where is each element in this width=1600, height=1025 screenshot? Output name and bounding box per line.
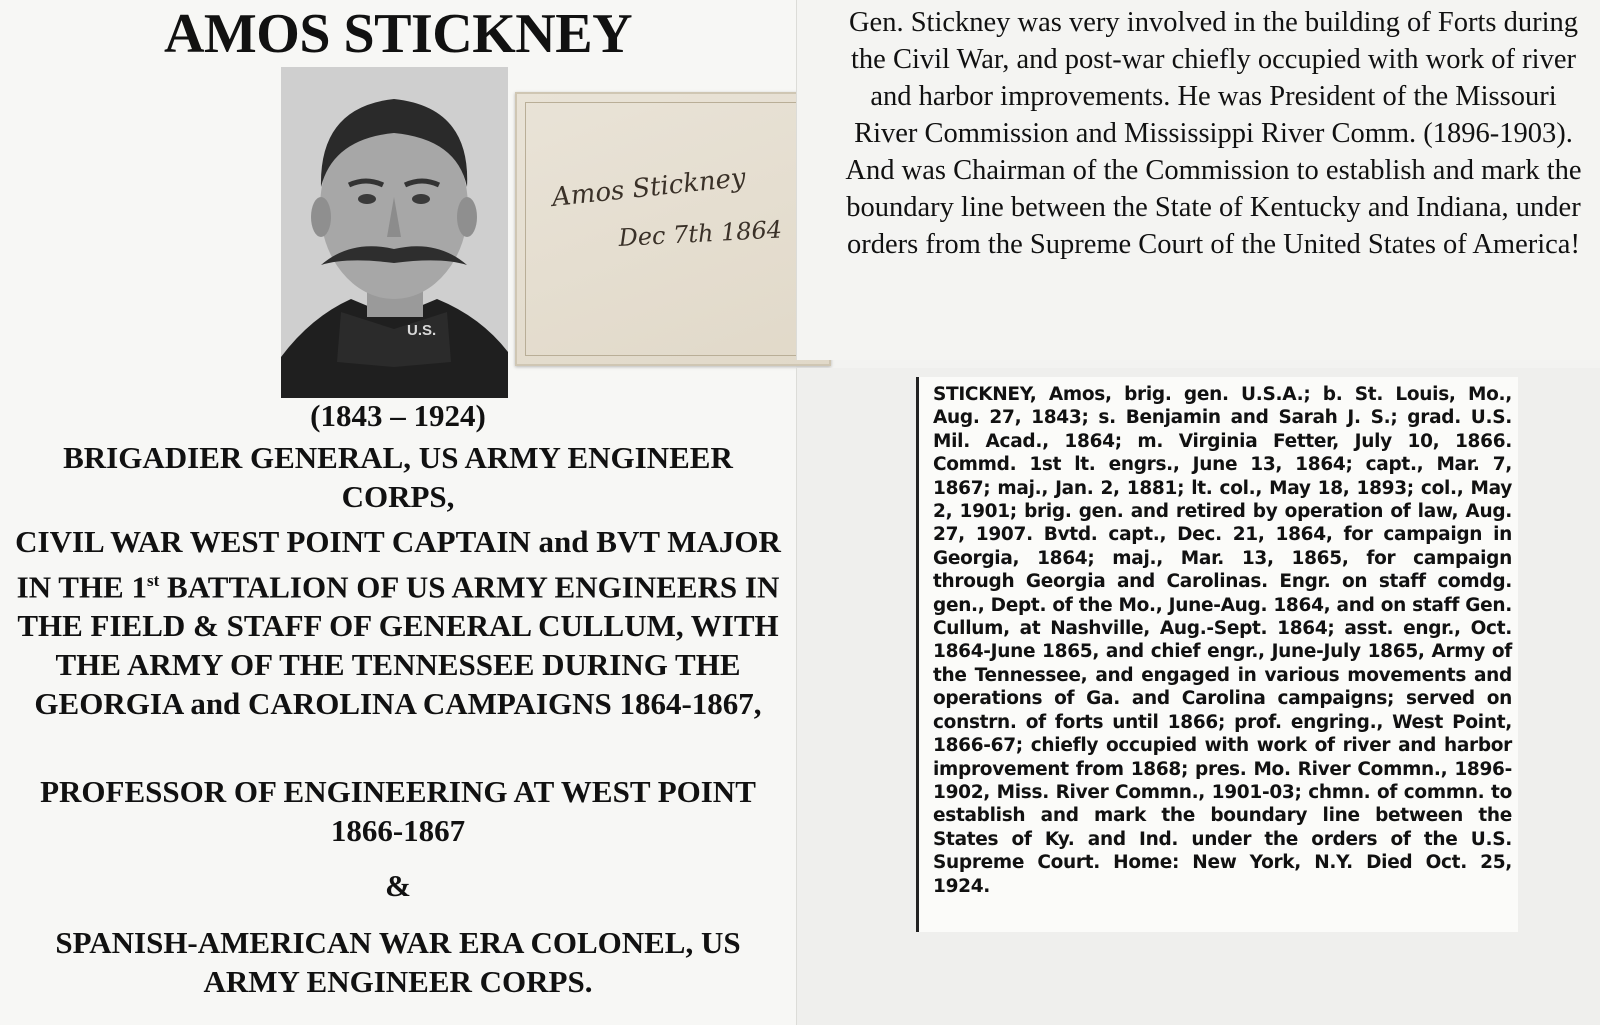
rank-title: BRIGADIER GENERAL, US ARMY ENGINEER CORPS, bbox=[63, 440, 733, 514]
spanish-american-war-title: SPANISH-AMERICAN WAR ERA COLONEL, US ARMY ENGINEER CORPS. bbox=[55, 925, 741, 999]
autograph-card bbox=[515, 92, 831, 366]
life-dates: (1843 – 1924) bbox=[310, 398, 486, 433]
civil-war-service-text-b: BATTALION OF US ARMY ENGINEERS IN THE FIELD & STAFF OF GENERAL CULLUM, WITH THE ARMY OF THE TENNESSEE DURING THE GEORGIA and CAROLINA CAMPAIGNS 1864-1867, bbox=[17, 569, 780, 722]
signature bbox=[517, 94, 829, 364]
svg-text:U.S.: U.S. bbox=[407, 322, 437, 339]
civil-war-service bbox=[8, 522, 788, 723]
ampersand: & bbox=[385, 868, 411, 903]
signature-line-2: Dec 7th 1864 bbox=[617, 215, 783, 252]
professor-title: PROFESSOR OF ENGINEERING AT WEST POINT 1866-1867 bbox=[40, 774, 756, 848]
clipping-text bbox=[933, 383, 1512, 898]
clipping-body: brig. gen. U.S.A.; b. St. Louis, Mo., Aug. 27, 1843; s. Benjamin and Sarah J. S.; grad. U.S. Mil. Acad., 1864; m. Virginia Fetter, July 10, 1866. Commd. 1st lt. engrs., June 13, 1864; capt., Mar. 7, 1867; maj., Jan. 2, 1881; lt. col., May 18, 1893; col., May 2, 1901; brig. gen. and retired by operation of law, Aug. 27, 1907. Bvtd. capt., Dec. 21, 1864, for campaign in Georgia, 1864; maj., Mar. 13, 1865, for campaign through Georgia and Carolinas. Engr. on staff comdg. gen., Dept. of the Mo., June-Aug. 1864, and on staff Gen. Cullum, at Nashville, Aug.-Sept. 1864; asst. engr., Oct. 1864-June 1865, and chief engr., June-July 1865, Army of the Tennessee, and engaged in various movements and operations of Ga. and Carolina campaigns; served on constrn. of forts until 1866; prof. engring., West Point, 1866-67; chiefly occupied with work of river and harbor improvement from 1868; pres. Mo. River Commn., 1896-1902, Miss. River Commn., 1901-03; chmn. of commn. to establish and mark the boundary line between the States of Ky. and Ind. under the orders of the U.S. Supreme Court. Home: New York, N.Y. Died Oct. 25, 1924. bbox=[933, 384, 1512, 897]
clipping-name: STICKNEY, Amos, bbox=[933, 384, 1112, 405]
signature-line-1: Amos Stickney bbox=[550, 162, 748, 213]
portrait-photo bbox=[281, 67, 508, 398]
civil-war-service-text-a: CIVIL WAR WEST POINT CAPTAIN and BVT MAJOR IN THE 1 bbox=[15, 524, 781, 605]
page-title: AMOS STICKNEY bbox=[163, 3, 633, 65]
portrait-image bbox=[281, 67, 508, 398]
biography-clipping bbox=[916, 377, 1518, 932]
bio-paragraph: Gen. Stickney was very involved in the building of Forts during the Civil War, and post-war chiefly occupied with work of river and harbor improvements. He was President of the Missouri River Commission and Mississippi River Comm. (1896-1903). And was Chairman of the Commission to establish and mark the boundary line between the State of Kentucky and Indiana, under orders from the Supreme Court of the United States of America! bbox=[845, 7, 1582, 260]
ordinal-suffix: st bbox=[146, 571, 160, 590]
